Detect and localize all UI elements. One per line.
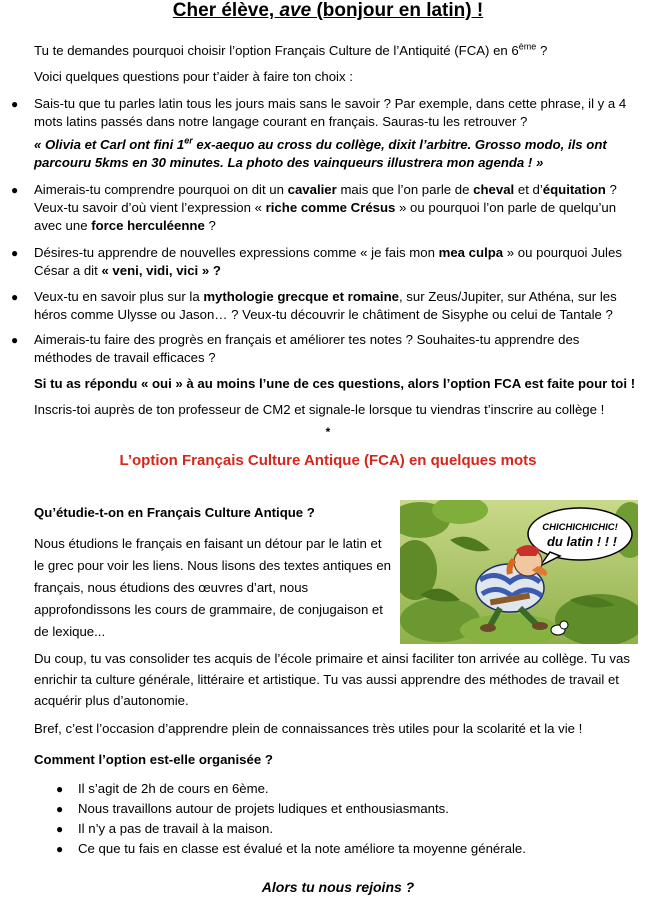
bullet-dot: ●	[11, 246, 19, 260]
bullet-2-text: Aimerais-tu comprendre pourquoi on dit un cavalier mais que l’on parle de cheval et d’équitation ? Veux-tu savoir d’où vient l’expression « riche comme Crésus » ou pourquoi l’on parle de quelqu’un avec une force herculéenne ?	[34, 182, 617, 233]
list-item: ● Il s’agit de 2h de cours en 6ème.	[56, 781, 269, 796]
bullet-dot: ●	[11, 333, 19, 347]
inscription-text: Inscris-toi auprès de ton professeur de CM2 et signale-le lorsque tu viendras t’inscrire au collège !	[34, 402, 605, 417]
title-ave: ave	[279, 0, 312, 21]
question-1-answer: Nous étudions le français en faisant un détour par le latin et le grec pour voir les liens. Nous lisons des textes antiques en français, nous étudions des œuvres d’art, nous approfondissons les cours de grammaire, de conjugaison et de lexique...	[34, 536, 391, 639]
question-2: Comment l’option est-elle organisée ?	[34, 752, 273, 767]
intro-line-1: Tu te demandes pourquoi choisir l’option Français Culture de l’Antiquité (FCA) en 6ème ?	[34, 41, 548, 58]
bullet-dot: ●	[11, 97, 19, 111]
bubble-line-1: CHICHICHICHIC!	[542, 522, 618, 533]
conclusion-text: Si tu as répondu « oui » à au moins l’une de ces questions, alors l’option FCA est faite pour toi !	[34, 376, 636, 391]
organization-list	[56, 780, 638, 860]
bullet-dot: ●	[11, 290, 19, 304]
bullet-5-text: Aimerais-tu faire des progrès en français et améliorer tes notes ? Souhaites-tu apprendre des méthodes de travail efficaces ?	[34, 332, 580, 365]
bullet-1-text: Sais-tu que tu parles latin tous les jours mais sans le savoir ? Par exemple, dans cette phrase, il y a 4 mots latins passés dans notre langage courant en français. Sauras-tu les retrouver ?	[34, 96, 627, 129]
title-text-end: (bonjour en latin) !	[311, 0, 484, 21]
page-title	[0, 0, 656, 22]
illustration-image	[400, 500, 638, 644]
obelix-running-illustration	[400, 500, 638, 644]
bullet-4-text: Veux-tu en savoir plus sur la mythologie grecque et romaine, sur Zeus/Jupiter, sur Athéna, sur les héros comme Ulysse ou Jason… ? Veux-tu découvrir le châtiment de Sisyphe ou celui de Tantale ?	[34, 289, 617, 322]
bullet-dot: ●	[11, 183, 19, 197]
question-1: Qu’étudie-t-on en Français Culture Antique ?	[34, 505, 315, 520]
closing-question: Alors tu nous rejoins ?	[261, 879, 415, 895]
paragraph-3: Bref, c’est l’occasion d’apprendre plein de connaissances très utiles pour la scolarité et la vie !	[34, 721, 583, 736]
list-item: ● Nous travaillons autour de projets ludiques et enthousiasmants.	[56, 801, 449, 816]
asterisk-separator: *	[325, 425, 331, 439]
title-text: Cher élève,	[172, 0, 280, 21]
paragraph-2: Du coup, tu vas consolider tes acquis de l’école primaire et ainsi faciliter ton arrivée au collège. Tu vas enrichir ta culture générale, littéraire et artistique. Tu vas aussi apprendre des méthodes de travail et acquérir plus d’autonomie.	[34, 651, 630, 708]
intro-line-2: Voici quelques questions pour t’aider à faire ton choix :	[34, 69, 353, 84]
bubble-line-2: du latin ! ! !	[546, 534, 618, 549]
bullet-3-text: Désires-tu apprendre de nouvelles expressions comme « je fais mon mea culpa » ou pourquoi Jules César a dit « veni, vidi, vici » ?	[34, 245, 622, 278]
list-item: ● Ce que tu fais en classe est évalué et la note améliore ta moyenne générale.	[56, 841, 526, 856]
list-item: ● Il n’y a pas de travail à la maison.	[56, 821, 273, 836]
section-title: L’option Français Culture Antique (FCA) en quelques mots	[119, 452, 537, 469]
bullet-1-quote: « Olivia et Carl ont fini 1er ex-aequo au cross du collège, dixit l’arbitre. Grosso modo, ils ont parcouru 5kms en 30 minutes. La photo des vainqueurs illustrera mon agenda ! »	[34, 135, 607, 170]
